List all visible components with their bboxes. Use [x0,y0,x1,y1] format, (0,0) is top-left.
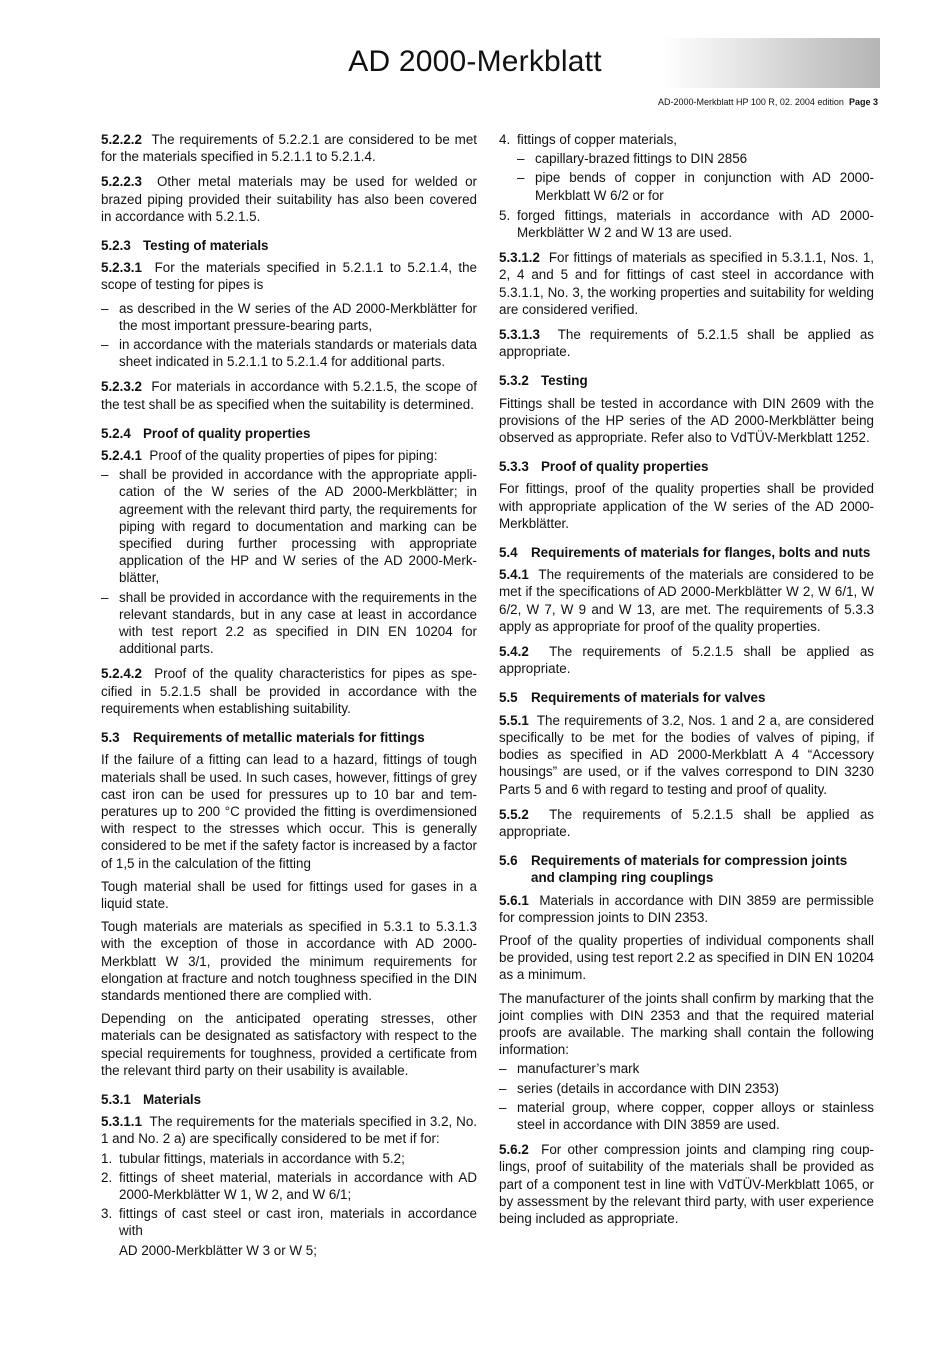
list-item: 4. fittings of copper materials, [499,132,678,147]
right-column [499,131,874,1233]
list-5-2-3-1 [101,300,477,371]
section-5-3-para-b: Tough material shall be used for fittings used for gases in a liquid state. [101,878,477,911]
section-5-4-1: 5.4.1 The requirements of the materials are considered to be met if the specifications of AD 2000-Merkblätter W 2, W 6/1, W 6/2, W 7, W 9 and W 13, are met. The requirements of 5.3.3 apply as appropriate for proof of the quality properties. [499,567,875,634]
section-5-2-4-2: 5.2.4.2 Proof of the quality characteristics for pipes as specified in 5.2.1.5 shall be provided in accordance with the requirements when establishing suitability. [101,666,477,716]
list-item: – shall be provided in accordance with the requirements in the relevant standards, but in any case at least in accordance with test report 2.2 as specified in DIN EN 10204 for additional parts. [101,589,477,658]
section-5-5-1: 5.5.1 The requirements of 3.2, Nos. 1 and 2 a, are considered specifically to be met for the bodies of valves of piping, if bodies as specified in AD 2000-Merkblatt A 4 “Accessory housings” are used, or if the valves correspond to DIN 3230 Parts 5 and 6 with regard to testing and proof of quality. [499,712,874,797]
list-item: – manufacturer’s mark [499,1060,874,1077]
heading-5-3-2: 5.3.2 Testing [499,373,588,389]
list-item: 5. forged fittings, materials in accordance with AD 2000-Merkblätter W 2 and W 13 are used. [499,207,874,241]
section-5-2-3-1: 5.2.3.1 For the materials specified in 5.2.1.1 to 5.2.1.4, the scope of testing for pipes is [101,260,477,293]
list-item: – series (details in accordance with DIN 2353) [499,1080,874,1097]
list-subitem: – capillary-brazed fittings to DIN 2856 [499,150,874,167]
section-5-3-2-text: Fittings shall be tested in accordance with DIN 2609 with the provisions of the HP series of the AD 2000-Merkblätter being observed as appropriate. Refer also to VdTÜV-Merkblatt 1252. [499,395,874,446]
section-5-3-1-2: 5.3.1.2 For fittings of materials as specified in 5.3.1.1, Nos. 1, 2, 4 and 5 and for fittings of cast steel in accordance with 5.3.1.1, No. 3, the working properties and suitability for welding are considered verified. [499,250,874,317]
section-5-3-para-c: Tough materials are materials as specified in 5.3.1 to 5.3.1.3 with the exception of those in accordance with AD 2000-Merkblatt W 3/1, provided the minimum requirements for elongation at fracture and notch toughness specified in the DIN standards mentioned there are complied with. [101,919,477,1003]
list-item: 3. fittings of cast steel or cast iron, materials in accordance with [101,1206,477,1239]
list-item: 1. tubular fittings, materials in accordance with 5.2; [101,1150,405,1166]
section-5-2-3-2: 5.2.3.2 For materials in accordance with 5.2.1.5, the scope of the test shall be as specified when the suitability is determined. [101,379,477,412]
section-5-3-para-d: Depending on the anticipated operating stresses, other materials can be designated as satisfactory with respect to the special requirements for toughness, provided a certificate from the relevant third party on their usability is available. [101,1011,477,1078]
heading-5-5: 5.5 Requirements of materials for valves [499,690,766,706]
section-5-6-2: 5.6.2 For other compression joints and clamping ring couplings, proof of suitability of the materials shall be provided as part of a component test in line with VdTÜV-Merkblatt 1065, or by assessment by the relevant third party, with user experience being included as appropriate. [499,1142,874,1226]
list-5-3-1-1-continued [499,131,874,241]
list-item: 2. fittings of sheet material, materials in accordance with AD 2000-Merkblätter W 1, W 2, and W 6/1; [101,1169,477,1202]
list-item: – as described in the W series of the AD 2000-Merkblätter for the most important pressure-bearing parts, [101,300,477,334]
list-item: – material group, where copper, copper alloys or stainless steel in accordance with DIN 3859 are used. [499,1099,874,1133]
list-item: – in accordance with the materials standards or materials data sheet indicated in 5.2.1.1 to 5.2.1.4 for additional parts. [101,336,477,370]
list-5-3-1-1 [101,1150,477,1259]
section-5-6-1: 5.6.1 Materials in accordance with DIN 3859 are permissible for compression joints to DIN 2353. [499,892,874,925]
section-5-3-3-text: For fittings, proof of the quality properties shall be provided with appropriate application of the W series of the AD 2000-Merkblätter. [499,481,874,531]
section-5-4-2: 5.4.2 The requirements of 5.2.1.5 shall be applied as appropriate. [499,644,874,677]
document-reference [658,97,878,107]
left-column [101,131,477,1265]
list-5-6-marking [499,1060,874,1133]
list-5-2-4-1 [101,466,477,657]
section-5-2-4-1: 5.2.4.1 Proof of the quality properties of pipes for piping: [101,448,438,464]
heading-5-3-1: 5.3.1 Materials [101,1091,202,1107]
heading-5-4: 5.4 Requirements of materials for flanges, bolts and nuts [499,545,871,561]
list-item: – shall be provided in accordance with the appropriate application of the W series of the AD 2000-Merkblätter; in agreement with the relevant third party, the requirements for piping with regard to documentation and marking can be specified during further processing with appropriate application of the HP and W series of the AD 2000-Merkblätter, [101,466,477,586]
heading-5-2-4: 5.2.4 Proof of quality properties [101,425,311,441]
section-5-6-para-a: Proof of the quality properties of individual components shall be provided, using test report 2.2 as specified in DIN EN 10204 as a minimum. [499,932,874,983]
heading-5-6: 5.6 Requirements of materials for compression joints and clamping ring couplings [499,853,848,886]
list-subitem: – pipe bends of copper in conjunction with AD 2000-Merkblatt W 6/2 or for [499,169,874,203]
heading-5-3-3: 5.3.3 Proof of quality properties [499,459,709,475]
section-5-2-2-3: 5.2.2.3 Other metal materials may be used for welded or brazed piping provided their suitability has also been covered in accordance with 5.2.1.5. [101,174,477,224]
section-5-6-para-b: The manufacturer of the joints shall confirm by marking that the joint complies with DIN 2353 and that the required material proofs are available. The marking shall contain the following information: [499,990,874,1058]
reference-text: AD-2000-Merkblatt HP 100 R, 02. 2004 edition [658,97,844,107]
document-title: AD 2000-Merkblatt [348,45,602,78]
list-item-continuation: AD 2000-Merkblätter W 3 or W 5; [119,1242,317,1258]
section-5-3-1-1: 5.3.1.1 The requirements for the materials specified in 3.2, No. 1 and No. 2 a) are specifically considered to be met if for: [101,1114,477,1147]
heading-5-3: 5.3 Requirements of metallic materials for fittings [101,730,425,746]
section-5-3-para-a: If the failure of a fitting can lead to a hazard, fittings of tough materials shall be used. In such cases, however, fittings of grey cast iron can be used for pressures up to 10 bar and temperatures up to 200 °C provided the fitting is overdimensioned with respect to the stresses which occur. This is generally considered to be met if the safety factor is increased by a factor of 1,5 in the calculation of the fitting [101,752,477,871]
section-5-5-2: 5.5.2 The requirements of 5.2.1.5 shall be applied as appropriate. [499,806,874,839]
heading-5-2-3: 5.2.3 Testing of materials [101,238,269,254]
section-5-2-2-2: 5.2.2.2 The requirements of 5.2.2.1 are considered to be met for the materials specified in 5.2.1.1 to 5.2.1.4. [101,132,477,165]
page-number: Page 3 [848,97,878,107]
section-5-3-1-3: 5.3.1.3 The requirements of 5.2.1.5 shall be applied as appropriate. [499,327,874,360]
